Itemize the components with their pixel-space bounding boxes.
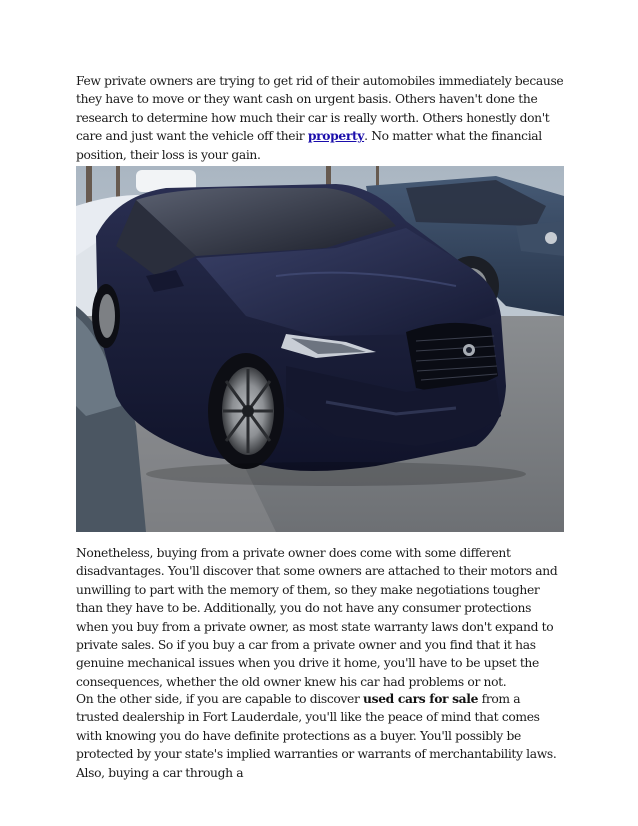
intro-text-start: Few private owners are trying to get rid of their automobiles immediately because they have to move or they want cash on urgent basis. Others haven't done the research to determine how much their car is really worth. Others honestly don't care and just want the vehicle off their	[76, 74, 564, 144]
dealership-text-end: from a trusted dealership in Fort Lauderdale, you'll like the peace of mind that comes with knowing you do have definite protections as a buyer. You'll possibly be protected by your state's implied warranties or warrants of merchantability laws. Also, buying a car through a	[76, 692, 557, 780]
dealership-paragraph	[76, 690, 566, 782]
property-link[interactable]: property	[307, 128, 365, 144]
disadvantages-paragraph: Nonetheless, buying from a private owner does come with some different disadvantages. You'll discover that some owners are attached to their motors and unwilling to part with the memory of them, so they make negotiations tougher than they have to be. Additionally, you do not have any consumer protections when you buy from a private owner, as most state warranty laws don't expand to private sales. So if you buy a car from a private owner and you find that it has genuine mechanical issues when you drive it home, you'll have to be upset the consequences, whether the old owner knew his car had problems or not.	[76, 546, 558, 689]
intro-paragraph	[76, 72, 566, 164]
car-illustration	[76, 166, 564, 532]
dealership-text-start: On the other side, if you are capable to discover	[76, 692, 364, 706]
intro-text-end: . No matter what the financial position, their loss is your gain.	[76, 129, 542, 162]
used-cars-keyword: used cars for sale	[363, 691, 479, 706]
car-photo	[76, 166, 564, 532]
